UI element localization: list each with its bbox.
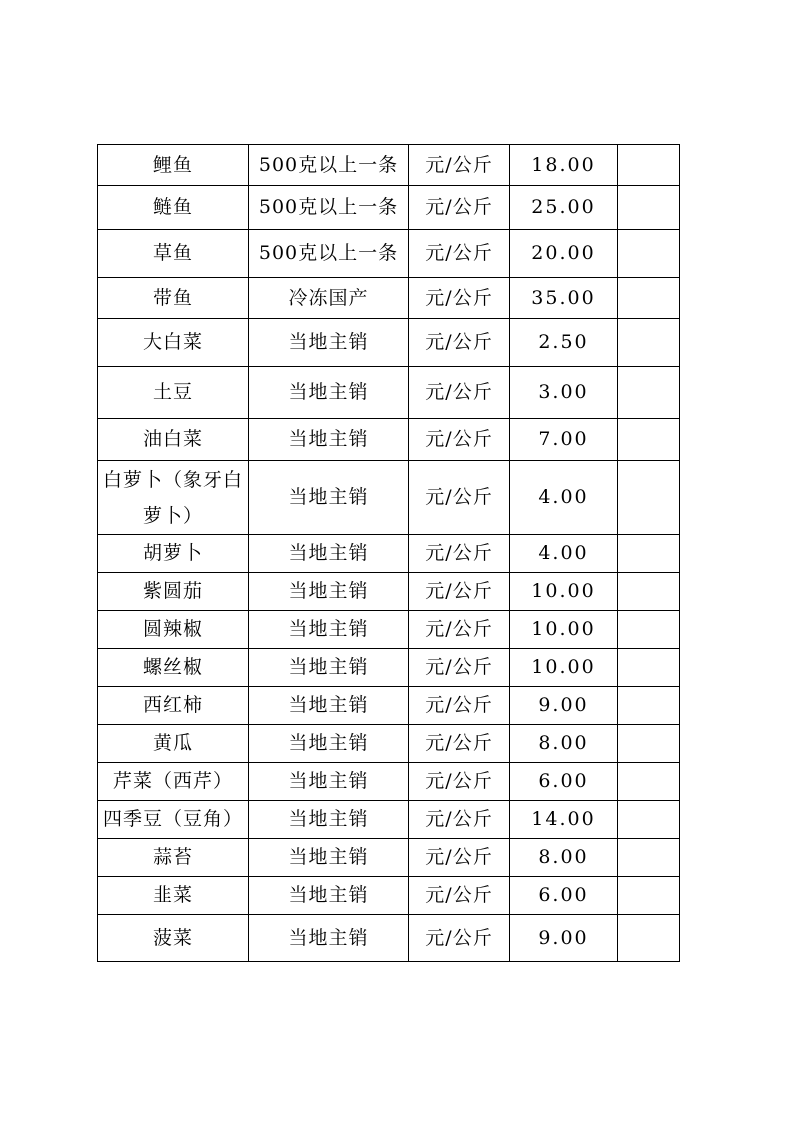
table-row — [98, 877, 680, 915]
item-note-cell — [618, 367, 680, 419]
table-row — [98, 367, 680, 419]
item-price-cell: 9.00 — [510, 915, 618, 962]
item-spec-cell: 当地主销 — [249, 915, 409, 962]
item-name-cell: 大白菜 — [98, 319, 249, 367]
item-spec-cell: 冷冻国产 — [249, 278, 409, 319]
item-unit-cell: 元/公斤 — [409, 687, 510, 725]
table-row — [98, 535, 680, 573]
item-name-cell: 带鱼 — [98, 278, 249, 319]
item-spec-cell: 当地主销 — [249, 367, 409, 419]
item-name-cell: 草鱼 — [98, 230, 249, 278]
item-unit-cell: 元/公斤 — [409, 725, 510, 763]
item-price-cell: 3.00 — [510, 367, 618, 419]
item-name-cell: 菠菜 — [98, 915, 249, 962]
table-row — [98, 839, 680, 877]
item-spec-cell: 当地主销 — [249, 611, 409, 649]
table-row — [98, 915, 680, 962]
item-note-cell — [618, 278, 680, 319]
item-name-cell: 油白菜 — [98, 419, 249, 461]
item-spec-cell: 当地主销 — [249, 763, 409, 801]
table-row — [98, 611, 680, 649]
item-note-cell — [618, 573, 680, 611]
item-unit-cell: 元/公斤 — [409, 573, 510, 611]
item-unit-cell: 元/公斤 — [409, 801, 510, 839]
table-row — [98, 573, 680, 611]
item-unit-cell: 元/公斤 — [409, 145, 510, 186]
item-price-cell: 2.50 — [510, 319, 618, 367]
price-table — [97, 144, 680, 962]
item-spec-cell: 当地主销 — [249, 877, 409, 915]
item-price-cell: 25.00 — [510, 186, 618, 230]
item-name-cell: 螺丝椒 — [98, 649, 249, 687]
item-note-cell — [618, 725, 680, 763]
item-spec-cell: 500克以上一条 — [249, 186, 409, 230]
item-note-cell — [618, 461, 680, 535]
item-spec-cell: 当地主销 — [249, 687, 409, 725]
item-note-cell — [618, 801, 680, 839]
table-row — [98, 230, 680, 278]
item-note-cell — [618, 915, 680, 962]
item-price-cell: 20.00 — [510, 230, 618, 278]
item-unit-cell: 元/公斤 — [409, 649, 510, 687]
table-row — [98, 419, 680, 461]
item-name-cell: 韭菜 — [98, 877, 249, 915]
item-name-cell: 白萝卜（象牙白萝卜） — [98, 461, 249, 535]
table-row — [98, 687, 680, 725]
table-row — [98, 801, 680, 839]
table-row — [98, 763, 680, 801]
item-spec-cell: 当地主销 — [249, 725, 409, 763]
item-unit-cell: 元/公斤 — [409, 611, 510, 649]
item-price-cell: 6.00 — [510, 763, 618, 801]
item-note-cell — [618, 611, 680, 649]
item-price-cell: 14.00 — [510, 801, 618, 839]
item-price-cell: 10.00 — [510, 573, 618, 611]
item-price-cell: 4.00 — [510, 535, 618, 573]
item-spec-cell: 500克以上一条 — [249, 145, 409, 186]
item-unit-cell: 元/公斤 — [409, 278, 510, 319]
table-row — [98, 145, 680, 186]
item-note-cell — [618, 877, 680, 915]
item-name-cell: 紫圆茄 — [98, 573, 249, 611]
table-row — [98, 319, 680, 367]
item-note-cell — [618, 186, 680, 230]
item-spec-cell: 当地主销 — [249, 801, 409, 839]
item-unit-cell: 元/公斤 — [409, 186, 510, 230]
table-row — [98, 725, 680, 763]
item-unit-cell: 元/公斤 — [409, 839, 510, 877]
item-note-cell — [618, 535, 680, 573]
item-spec-cell: 当地主销 — [249, 535, 409, 573]
item-unit-cell: 元/公斤 — [409, 367, 510, 419]
item-note-cell — [618, 145, 680, 186]
item-name-cell: 胡萝卜 — [98, 535, 249, 573]
item-name-cell: 土豆 — [98, 367, 249, 419]
item-name-cell: 蒜苔 — [98, 839, 249, 877]
table-row — [98, 278, 680, 319]
item-price-cell: 18.00 — [510, 145, 618, 186]
item-price-cell: 10.00 — [510, 649, 618, 687]
table-row — [98, 461, 680, 535]
item-price-cell: 35.00 — [510, 278, 618, 319]
item-price-cell: 9.00 — [510, 687, 618, 725]
item-name-cell: 鲢鱼 — [98, 186, 249, 230]
item-spec-cell: 当地主销 — [249, 649, 409, 687]
item-price-cell: 7.00 — [510, 419, 618, 461]
item-price-cell: 8.00 — [510, 725, 618, 763]
item-spec-cell: 当地主销 — [249, 419, 409, 461]
item-price-cell: 6.00 — [510, 877, 618, 915]
item-name-cell: 黄瓜 — [98, 725, 249, 763]
item-spec-cell: 当地主销 — [249, 573, 409, 611]
item-note-cell — [618, 319, 680, 367]
item-unit-cell: 元/公斤 — [409, 230, 510, 278]
item-price-cell: 4.00 — [510, 461, 618, 535]
item-spec-cell: 当地主销 — [249, 319, 409, 367]
item-unit-cell: 元/公斤 — [409, 877, 510, 915]
item-name-cell: 西红柿 — [98, 687, 249, 725]
item-price-cell: 8.00 — [510, 839, 618, 877]
item-spec-cell: 当地主销 — [249, 461, 409, 535]
item-note-cell — [618, 419, 680, 461]
item-unit-cell: 元/公斤 — [409, 419, 510, 461]
item-unit-cell: 元/公斤 — [409, 461, 510, 535]
item-note-cell — [618, 230, 680, 278]
item-unit-cell: 元/公斤 — [409, 319, 510, 367]
item-unit-cell: 元/公斤 — [409, 535, 510, 573]
item-spec-cell: 500克以上一条 — [249, 230, 409, 278]
item-name-cell: 圆辣椒 — [98, 611, 249, 649]
item-unit-cell: 元/公斤 — [409, 763, 510, 801]
table-row — [98, 649, 680, 687]
item-name-cell: 鲤鱼 — [98, 145, 249, 186]
item-price-cell: 10.00 — [510, 611, 618, 649]
item-note-cell — [618, 763, 680, 801]
item-name-cell: 芹菜（西芹） — [98, 763, 249, 801]
item-name-cell: 四季豆（豆角） — [98, 801, 249, 839]
table-row — [98, 186, 680, 230]
item-spec-cell: 当地主销 — [249, 839, 409, 877]
item-note-cell — [618, 649, 680, 687]
item-note-cell — [618, 687, 680, 725]
item-unit-cell: 元/公斤 — [409, 915, 510, 962]
item-note-cell — [618, 839, 680, 877]
